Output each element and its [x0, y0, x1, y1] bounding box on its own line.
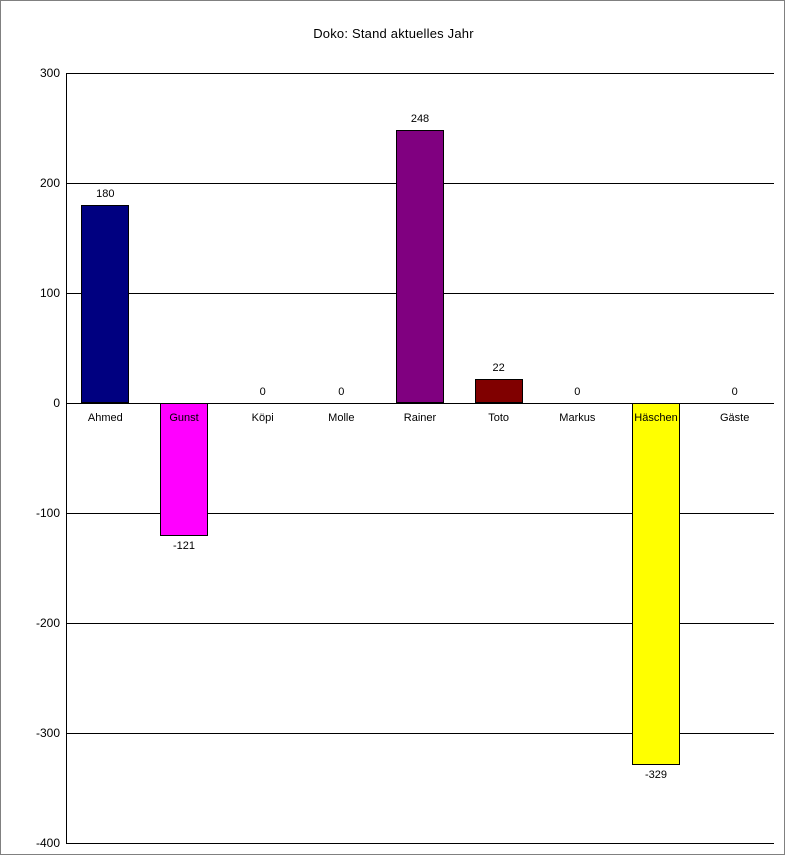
bar-value-label: 0 — [338, 386, 345, 398]
y-axis-tick-label: -100 — [35, 506, 60, 520]
bar-value-label: 22 — [492, 361, 505, 374]
chart-title: Doko: Stand aktuelles Jahr — [313, 26, 474, 41]
bar-value-label: 0 — [731, 386, 738, 398]
x-axis-category-label: Häschen — [634, 412, 678, 424]
gridline — [66, 843, 774, 844]
bar[interactable] — [396, 130, 444, 403]
x-axis-category-label: Gäste — [719, 412, 750, 424]
bar-value-label: -329 — [644, 768, 668, 781]
y-axis-tick-label: -300 — [35, 726, 60, 740]
x-axis-category-label: Rainer — [403, 412, 437, 424]
x-axis-category-label: Markus — [559, 412, 596, 424]
y-axis-tick-label: -400 — [35, 836, 60, 850]
bar-value-label: 0 — [574, 386, 581, 398]
bar[interactable] — [81, 205, 129, 403]
bar[interactable] — [475, 379, 523, 403]
y-axis-tick-label: 100 — [39, 286, 60, 300]
y-axis-tick-label: 200 — [39, 176, 60, 190]
bar[interactable] — [632, 403, 680, 765]
x-axis-category-label: Molle — [328, 412, 355, 424]
y-axis-line — [66, 73, 67, 843]
gridline — [66, 73, 774, 74]
y-axis-tick-label: 300 — [39, 66, 60, 80]
bar-value-label: 180 — [96, 188, 115, 200]
y-axis-tick-label: -200 — [35, 616, 60, 630]
x-axis-category-label: Köpi — [251, 412, 274, 424]
x-axis-category-label: Ahmed — [87, 412, 123, 424]
x-axis-category-label: Gunst — [169, 412, 199, 424]
y-axis-tick-label: 0 — [53, 396, 60, 410]
bar-value-label: 248 — [410, 113, 430, 126]
x-axis-category-label: Toto — [488, 412, 510, 424]
bar-value-label: -121 — [172, 540, 196, 553]
plot-area — [35, 66, 774, 850]
bar-value-label: 0 — [259, 386, 266, 398]
